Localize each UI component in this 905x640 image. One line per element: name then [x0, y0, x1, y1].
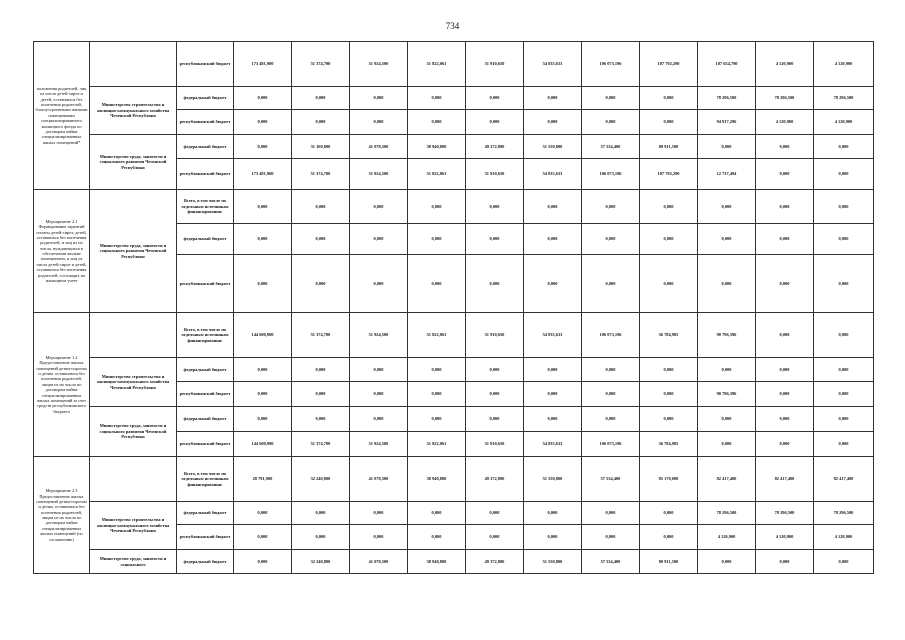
- value-cell: 0,000: [814, 135, 874, 159]
- value-cell: 4 120,900: [814, 525, 874, 550]
- value-cell: 0,000: [408, 87, 466, 110]
- value-cell: 144 600,900: [234, 432, 292, 457]
- value-cell: 106 073,196: [582, 313, 640, 358]
- value-cell: 0,000: [408, 502, 466, 525]
- value-cell: 32 240,800: [292, 457, 350, 502]
- value-cell: 0,000: [234, 255, 292, 313]
- value-cell: 0,000: [408, 525, 466, 550]
- value-cell: 0,000: [640, 407, 698, 432]
- value-cell: 0,000: [234, 135, 292, 159]
- value-cell: 80 911,500: [640, 135, 698, 159]
- value-cell: 57 534,400: [582, 550, 640, 574]
- value-cell: 0,000: [234, 87, 292, 110]
- value-cell: 4 120,900: [814, 110, 874, 135]
- value-cell: 0,000: [640, 190, 698, 224]
- value-cell: 0,000: [466, 87, 524, 110]
- source-cell: федеральный бюджет: [177, 87, 234, 110]
- value-cell: 51 374,700: [292, 313, 350, 358]
- value-cell: 0,000: [292, 224, 350, 255]
- source-cell: республиканский бюджет: [177, 159, 234, 190]
- table-row: [34, 42, 874, 87]
- executor-cell: Министерство труда, занятости и социального развития Чеченской Республики: [90, 407, 177, 457]
- value-cell: 0,000: [350, 110, 408, 135]
- value-cell: 0,000: [292, 358, 350, 382]
- value-cell: 0,000: [524, 110, 582, 135]
- measure-cell: Мероприятие 2.1 Формирование гарантий оплаты детей-сирот, детей, оставшихся без попечения родителей, и лиц из их числа, нуждающихся в обеспечении жилым помещением, и лиц из числа детей-сирот и детей, оставшихся без попечения родителей, состоящих на жилищном учете: [34, 190, 90, 313]
- executor-cell-empty: [90, 313, 177, 358]
- measure-cell: положения родителей, лиц из числа детей-сирот и детей, оставшихся без попечения родителей, благоустроенными жилыми помещениями специализированного жилищного фонда по договорам найма специализированных жилых помещений*: [34, 42, 90, 190]
- value-cell: 0,000: [466, 255, 524, 313]
- executor-cell: Министерство строительства и жилищно-коммунального хозяйства Чеченской Республики: [90, 87, 177, 135]
- value-cell: 0,000: [292, 87, 350, 110]
- value-cell: 36 784,985: [640, 313, 698, 358]
- value-cell: 0,000: [582, 190, 640, 224]
- executor-cell: Министерство труда, занятости и социального развития Чеченской Республики: [90, 190, 177, 313]
- value-cell: 0,000: [756, 358, 814, 382]
- value-cell: 51 550,800: [524, 457, 582, 502]
- value-cell: 51 910,650: [466, 313, 524, 358]
- value-cell: 41 078,500: [350, 457, 408, 502]
- value-cell: 106 073,196: [582, 432, 640, 457]
- value-cell: 0,000: [292, 407, 350, 432]
- value-cell: 51 822,061: [408, 313, 466, 358]
- source-cell: республиканский бюджет: [177, 382, 234, 407]
- value-cell: 0,000: [350, 358, 408, 382]
- value-cell: 0,000: [234, 190, 292, 224]
- value-cell: 0,000: [582, 110, 640, 135]
- value-cell: 51 822,061: [408, 42, 466, 87]
- value-cell: 0,000: [292, 502, 350, 525]
- value-cell: 0,000: [582, 525, 640, 550]
- value-cell: 12 737,494: [698, 159, 756, 190]
- value-cell: 51 910,650: [466, 159, 524, 190]
- value-cell: 0,000: [582, 382, 640, 407]
- value-cell: 78 296,500: [814, 502, 874, 525]
- value-cell: 0,000: [408, 358, 466, 382]
- value-cell: 90 796,396: [698, 313, 756, 358]
- value-cell: 0,000: [640, 87, 698, 110]
- source-cell: республиканский бюджет: [177, 255, 234, 313]
- value-cell: 0,000: [292, 525, 350, 550]
- value-cell: 57 534,400: [582, 135, 640, 159]
- value-cell: 54 835,633: [524, 313, 582, 358]
- value-cell: 0,000: [234, 110, 292, 135]
- value-cell: 0,000: [524, 382, 582, 407]
- value-cell: 82 417,400: [814, 457, 874, 502]
- value-cell: 0,000: [756, 255, 814, 313]
- value-cell: 54 835,633: [524, 159, 582, 190]
- value-cell: 0,000: [814, 159, 874, 190]
- value-cell: 54 835,633: [524, 42, 582, 87]
- value-cell: 0,000: [524, 525, 582, 550]
- value-cell: 0,000: [640, 110, 698, 135]
- value-cell: 51 550,800: [524, 135, 582, 159]
- value-cell: 0,000: [524, 224, 582, 255]
- table-row: [34, 87, 874, 110]
- value-cell: 0,000: [408, 190, 466, 224]
- value-cell: 51 910,650: [466, 42, 524, 87]
- value-cell: 90 796,396: [698, 382, 756, 407]
- value-cell: 0,000: [756, 382, 814, 407]
- value-cell: 0,000: [756, 159, 814, 190]
- value-cell: 0,000: [408, 407, 466, 432]
- value-cell: 0,000: [350, 190, 408, 224]
- executor-cell: Министерство строительства и жилищно-коммунального хозяйства Чеченской Республики: [90, 358, 177, 407]
- value-cell: 0,000: [234, 550, 292, 574]
- value-cell: 107 792,290: [640, 159, 698, 190]
- value-cell: 49 372,800: [466, 457, 524, 502]
- value-cell: 82 417,400: [756, 457, 814, 502]
- value-cell: 51 822,061: [408, 432, 466, 457]
- value-cell: 0,000: [756, 432, 814, 457]
- value-cell: 0,000: [234, 407, 292, 432]
- value-cell: 51 910,650: [466, 432, 524, 457]
- value-cell: 38 940,800: [408, 135, 466, 159]
- budget-table: [33, 41, 874, 574]
- value-cell: 0,000: [698, 550, 756, 574]
- value-cell: 144 600,900: [234, 313, 292, 358]
- value-cell: 51 374,700: [292, 42, 350, 87]
- value-cell: 0,000: [234, 502, 292, 525]
- value-cell: 0,000: [466, 224, 524, 255]
- value-cell: 0,000: [466, 525, 524, 550]
- value-cell: 107 792,290: [640, 42, 698, 87]
- value-cell: 0,000: [756, 313, 814, 358]
- value-cell: 78 296,500: [814, 87, 874, 110]
- value-cell: 0,000: [640, 358, 698, 382]
- value-cell: 0,000: [524, 255, 582, 313]
- executor-cell: Министерство строительства и жилищно-коммунального хозяйства Чеченской Республики: [90, 502, 177, 550]
- value-cell: 51 924,500: [350, 313, 408, 358]
- value-cell: 0,000: [698, 407, 756, 432]
- source-cell: федеральный бюджет: [177, 550, 234, 574]
- value-cell: 51 374,700: [292, 159, 350, 190]
- value-cell: 0,000: [408, 224, 466, 255]
- source-cell: республиканский бюджет: [177, 432, 234, 457]
- value-cell: 0,000: [408, 110, 466, 135]
- value-cell: 0,000: [350, 525, 408, 550]
- value-cell: 0,000: [234, 382, 292, 407]
- value-cell: 0,000: [234, 358, 292, 382]
- value-cell: 82 417,400: [698, 457, 756, 502]
- value-cell: 0,000: [814, 432, 874, 457]
- value-cell: 38 940,800: [408, 457, 466, 502]
- value-cell: 31 160,800: [292, 135, 350, 159]
- value-cell: 0,000: [466, 358, 524, 382]
- source-cell: федеральный бюджет: [177, 407, 234, 432]
- value-cell: 0,000: [756, 407, 814, 432]
- value-cell: 0,000: [640, 525, 698, 550]
- value-cell: 0,000: [756, 190, 814, 224]
- value-cell: 0,000: [524, 190, 582, 224]
- value-cell: 78 296,500: [698, 502, 756, 525]
- value-cell: 173 481,900: [234, 42, 292, 87]
- value-cell: 0,000: [408, 255, 466, 313]
- value-cell: 0,000: [466, 382, 524, 407]
- value-cell: 0,000: [350, 87, 408, 110]
- table-row: [34, 407, 874, 432]
- value-cell: 0,000: [408, 382, 466, 407]
- value-cell: 4 120,900: [756, 42, 814, 87]
- table-row: [34, 457, 874, 502]
- value-cell: 36 784,985: [640, 432, 698, 457]
- value-cell: 28 791,900: [234, 457, 292, 502]
- value-cell: 0,000: [640, 224, 698, 255]
- value-cell: 0,000: [524, 358, 582, 382]
- value-cell: 49 372,800: [466, 135, 524, 159]
- value-cell: 4 120,900: [756, 525, 814, 550]
- table-row: [34, 313, 874, 358]
- value-cell: 106 073,196: [582, 159, 640, 190]
- value-cell: 49 372,800: [466, 550, 524, 574]
- value-cell: 0,000: [698, 190, 756, 224]
- value-cell: 0,000: [756, 224, 814, 255]
- value-cell: 51 924,500: [350, 42, 408, 87]
- value-cell: 0,000: [466, 110, 524, 135]
- value-cell: 85 170,000: [640, 457, 698, 502]
- value-cell: 0,000: [582, 87, 640, 110]
- executor-cell-empty: [90, 42, 177, 87]
- value-cell: 0,000: [466, 502, 524, 525]
- value-cell: 32 240,800: [292, 550, 350, 574]
- value-cell: 78 296,500: [698, 87, 756, 110]
- source-cell: Всего, в том числе по отдельным источникам финансирования:: [177, 313, 234, 358]
- value-cell: 0,000: [524, 502, 582, 525]
- value-cell: 0,000: [814, 190, 874, 224]
- measure-cell: Мероприятие 2.3 Предоставление жилых помещений детям-сиротам и детям, оставшимся без попечения родителей, лицам из их числа по договорам найма специализированных жилых помещений (по соглашению): [34, 457, 90, 574]
- value-cell: 0,000: [292, 190, 350, 224]
- value-cell: 94 917,296: [698, 110, 756, 135]
- value-cell: 57 534,400: [582, 457, 640, 502]
- value-cell: 0,000: [582, 224, 640, 255]
- value-cell: 54 835,633: [524, 432, 582, 457]
- value-cell: 0,000: [756, 135, 814, 159]
- value-cell: 0,000: [582, 255, 640, 313]
- value-cell: 0,000: [292, 382, 350, 407]
- value-cell: 0,000: [582, 358, 640, 382]
- value-cell: 0,000: [814, 313, 874, 358]
- value-cell: 0,000: [698, 358, 756, 382]
- measure-cell: Мероприятие 1.2 Предоставление жилых помещений детям-сиротам и детям, оставшимся без попечения родителей, лицам из их числа по договорам найма специализированных жилых помещений за счет средств республиканского бюджета: [34, 313, 90, 457]
- value-cell: 106 073,196: [582, 42, 640, 87]
- value-cell: 51 822,061: [408, 159, 466, 190]
- source-cell: Всего, в том числе по отдельным источникам финансирования:: [177, 190, 234, 224]
- value-cell: 0,000: [814, 407, 874, 432]
- value-cell: 51 924,500: [350, 432, 408, 457]
- value-cell: 0,000: [698, 135, 756, 159]
- value-cell: 0,000: [814, 358, 874, 382]
- value-cell: 0,000: [350, 224, 408, 255]
- value-cell: 41 078,500: [350, 550, 408, 574]
- value-cell: 80 911,500: [640, 550, 698, 574]
- value-cell: 0,000: [350, 407, 408, 432]
- source-cell: федеральный бюджет: [177, 358, 234, 382]
- value-cell: 51 550,800: [524, 550, 582, 574]
- value-cell: 0,000: [698, 224, 756, 255]
- source-cell: республиканский бюджет: [177, 525, 234, 550]
- value-cell: 0,000: [524, 87, 582, 110]
- value-cell: 78 296,500: [756, 502, 814, 525]
- executor-cell: Министерство труда, занятости и социального: [90, 550, 177, 574]
- value-cell: 0,000: [640, 255, 698, 313]
- value-cell: 0,000: [350, 382, 408, 407]
- value-cell: 0,000: [466, 407, 524, 432]
- table-row: [34, 135, 874, 159]
- value-cell: 107 654,790: [698, 42, 756, 87]
- source-cell: федеральный бюджет: [177, 224, 234, 255]
- value-cell: 4 120,900: [756, 110, 814, 135]
- value-cell: 0,000: [234, 224, 292, 255]
- value-cell: 173 481,900: [234, 159, 292, 190]
- value-cell: 78 296,500: [756, 87, 814, 110]
- value-cell: 0,000: [292, 255, 350, 313]
- value-cell: 38 940,800: [408, 550, 466, 574]
- source-cell: республиканский бюджет: [177, 110, 234, 135]
- source-cell: федеральный бюджет: [177, 502, 234, 525]
- value-cell: 0,000: [292, 110, 350, 135]
- value-cell: 0,000: [524, 407, 582, 432]
- value-cell: 0,000: [640, 382, 698, 407]
- value-cell: 0,000: [814, 382, 874, 407]
- source-cell: федеральный бюджет: [177, 135, 234, 159]
- value-cell: 0,000: [350, 502, 408, 525]
- value-cell: 41 078,500: [350, 135, 408, 159]
- source-cell: Всего, в том числе по отдельным источникам финансирования:: [177, 457, 234, 502]
- executor-cell-empty: [90, 457, 177, 502]
- value-cell: 51 374,700: [292, 432, 350, 457]
- value-cell: 0,000: [582, 407, 640, 432]
- value-cell: 0,000: [350, 255, 408, 313]
- value-cell: 0,000: [640, 502, 698, 525]
- table-row: [34, 502, 874, 525]
- table-row: [34, 358, 874, 382]
- page-number: 734: [445, 21, 460, 31]
- value-cell: 51 924,500: [350, 159, 408, 190]
- value-cell: 4 120,900: [814, 42, 874, 87]
- value-cell: 0,000: [234, 525, 292, 550]
- source-cell: республиканский бюджет: [177, 42, 234, 87]
- value-cell: 0,000: [814, 550, 874, 574]
- value-cell: 4 120,900: [698, 525, 756, 550]
- table-row: [34, 190, 874, 224]
- executor-cell: Министерство труда, занятости и социального развития Чеченской Республики: [90, 135, 177, 190]
- table-row: [34, 550, 874, 574]
- value-cell: 0,000: [756, 550, 814, 574]
- value-cell: 0,000: [814, 224, 874, 255]
- value-cell: 0,000: [466, 190, 524, 224]
- value-cell: 0,000: [814, 255, 874, 313]
- value-cell: 0,000: [698, 255, 756, 313]
- value-cell: 0,000: [582, 502, 640, 525]
- value-cell: 0,000: [698, 432, 756, 457]
